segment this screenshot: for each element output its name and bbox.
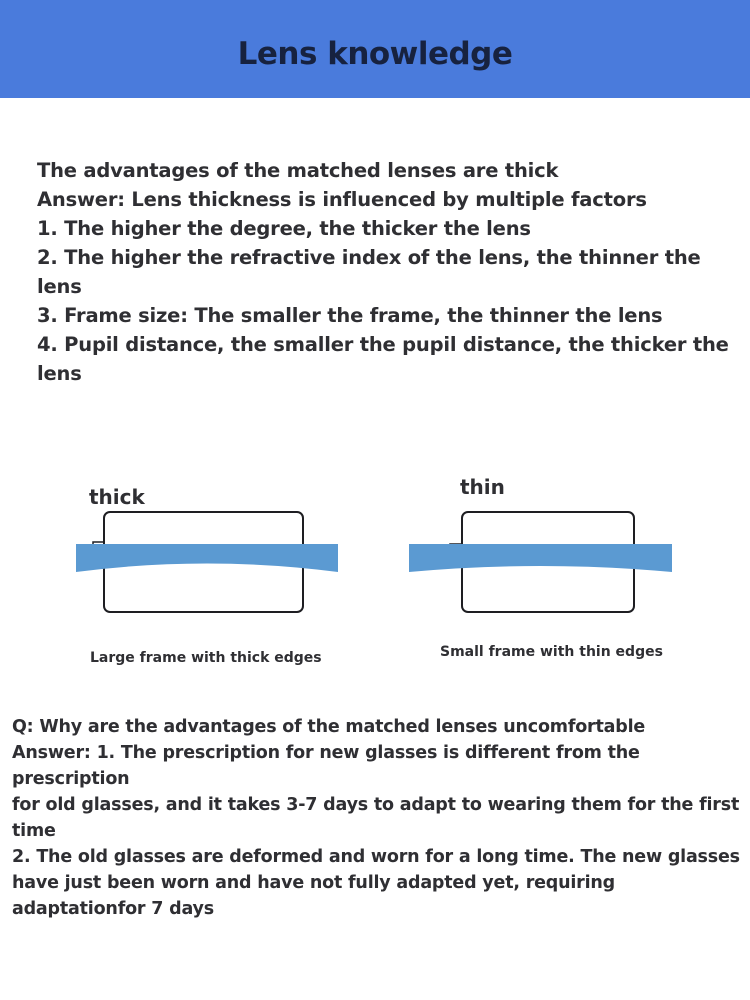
thick-lens — [76, 544, 338, 572]
thickness-answer-block — [37, 156, 737, 388]
thick-caption: Large frame with thick edges — [90, 650, 322, 666]
thin-caption: Small frame with thin edges — [440, 644, 663, 660]
answer-line: Answer: Lens thickness is influenced by multiple factors — [37, 188, 647, 211]
factor-degree: 1. The higher the degree, the thicker the lens — [37, 217, 531, 240]
header-banner — [0, 0, 750, 98]
thin-lens — [409, 544, 672, 572]
answer-line-2-continued: for old glasses, and it takes 3-7 days to adapt to wearing them for the first time — [12, 795, 740, 841]
lens-thickness-diagram — [0, 470, 750, 680]
large-frame-illustration — [76, 512, 338, 612]
reason-2-continued: have just been worn and have not fully adapted yet, requiring adaptationfor 7 days — [12, 873, 615, 919]
page-title: Lens knowledge — [237, 36, 513, 72]
answer-line-2: Answer: 1. The prescription for new glasses is different from the prescription — [12, 743, 640, 789]
question-line-2: Q: Why are the advantages of the matched lenses uncomfortable — [12, 717, 646, 737]
factor-refractive-index: 2. The higher the refractive index of the lens, the thinner the lens — [37, 246, 701, 298]
factor-frame-size: 3. Frame size: The smaller the frame, the thinner the lens — [37, 304, 663, 327]
thin-label: thin — [460, 475, 505, 499]
question-line: The advantages of the matched lenses are thick — [37, 159, 559, 182]
thick-label: thick — [89, 485, 145, 509]
factor-pupil-distance: 4. Pupil distance, the smaller the pupil distance, the thicker the lens — [37, 333, 729, 385]
reason-2: 2. The old glasses are deformed and worn for a long time. The new glasses — [12, 847, 740, 867]
discomfort-answer-block — [12, 714, 742, 922]
small-frame-illustration — [409, 512, 672, 612]
